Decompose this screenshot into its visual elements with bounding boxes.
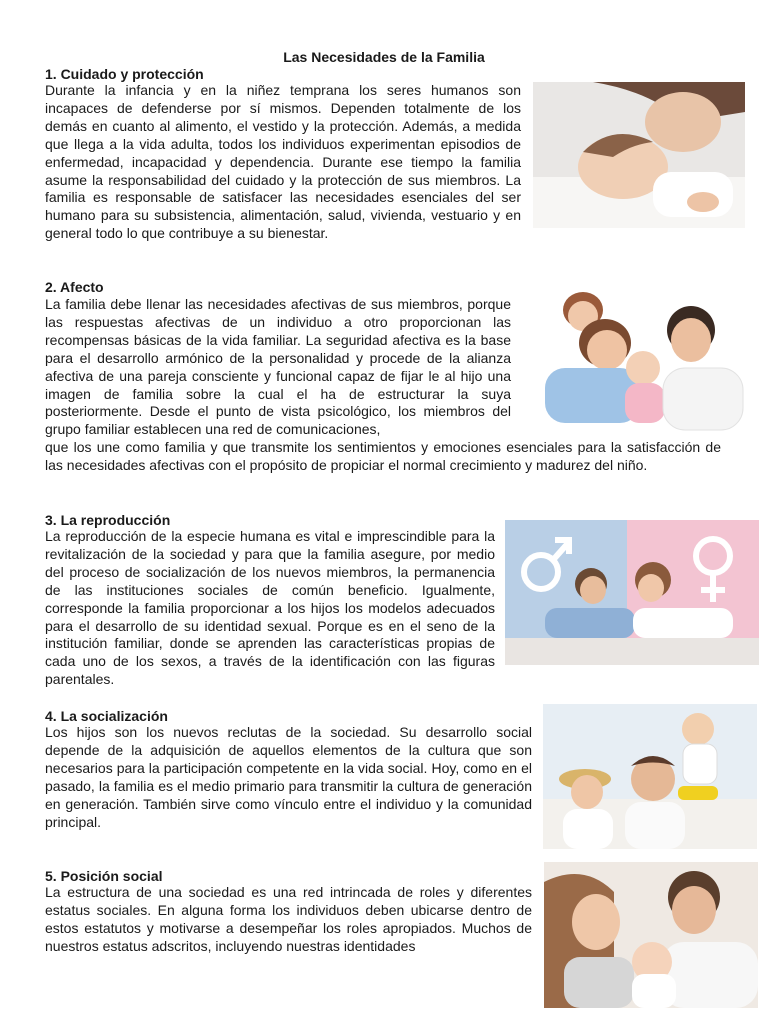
parents-holding-baby-photo: [544, 862, 758, 1008]
family-photo: [525, 288, 747, 435]
section-body-cuidado: Durante la infancia y en la niñez temprana los seres humanos son incapaces de defenderse por sí mismos. Dependen totalmente de los demás en cuanto al alimento, el vestido y la protección. Además, a medida que llega a la vida adulta, todos los individuos experimentan episodios de enfermedad, incapacidad y dependencia. Durante ese tiempo la familia asume la responsabilidad del cuidado y la protección de sus miembros. La familia es responsable de satisfacer las necesidades esenciales del ser humano para su subsistencia, alimentación, salud, vivienda, vestuario y en general todo lo que contribuye a su bienestar.: [45, 82, 521, 242]
document-title: Las Necesidades de la Familia: [283, 49, 485, 65]
gender-symbols-photo: [505, 520, 759, 665]
father-lifting-child-photo: [543, 704, 757, 849]
section-body-socializacion: Los hijos son los nuevos reclutas de la sociedad. Su desarrollo social depende de la adquisición de aquellos elementos de la cultura que son necesarios para la participación competente en la vida social. Hoy, como en el pasado, la familia es el medio primario para transmitir la cultura de generación en generación. También sirve como vínculo entre el individuo y la comunidad principal.: [45, 724, 532, 830]
male-female-symbols-couple-photo: [505, 520, 759, 665]
mother-baby-photo: [533, 82, 745, 228]
section-heading-reproduccion: 3. La reproducción: [45, 512, 171, 528]
section-heading-posicion-social: 5. Posición social: [45, 868, 163, 884]
section-heading-afecto: 2. Afecto: [45, 279, 104, 295]
section-heading-cuidado: 1. Cuidado y protección: [45, 66, 204, 82]
parents-baby-photo: [544, 862, 758, 1008]
section-body-reproduccion: La reproducción de la especie humana es vital e imprescindible para la revitalización de la sociedad y para que la familia asegure, por medio del proceso de socialización de los nuevos miembros, la permanencia de las instituciones sociales de común beneficio. Igualmente, corresponde la familia proporcionar a los hijos los modelos adecuados para el desarrollo de su identidad sexual. Porque es en el seno de la institución familiar, donde se aprenden las características propias de cada uno de los sexos, a través de la identificación con las figuras parentales.: [45, 528, 495, 688]
mother-kissing-sleeping-baby-photo: [533, 82, 745, 228]
family-with-two-children-photo: [525, 288, 747, 435]
section-body-posicion-social: La estructura de una sociedad es una red intrincada de roles y diferentes estatus sociales. En alguna forma los individuos deben ubicarse dentro de estos estatutos y motivarse a desempeñar los roles apropiados. Muchos de nuestros estatus adscritos, incluyendo nuestras identidades: [45, 884, 532, 954]
section-body-afecto: La familia debe llenar las necesidades afectivas de sus miembros, porque las respuestas afectivas de un individuo a otro proporcionan las recompensas básicas de la vida familiar. La seguridad afectiva es la base para el desarrollo armónico de la personalidad y procede de la alianza afectiva de una pareja consciente y funcional capaz de fijar le al hijo una imagen de familia sobre la cual el ha de estructurar la suya posteriormente. Desde el punto de vista psicológico, los miembros del grupo familiar establecen una red de comunicaciones,: [45, 296, 511, 438]
section-body-afecto-continued: que los une como familia y que transmite los sentimientos y emociones esenciales para la satisfacción de las necesidades afectivas con el propósito de propiciar el normal crecimiento y madurez del niño.: [45, 439, 721, 473]
father-child-photo: [543, 704, 757, 849]
section-heading-socializacion: 4. La socialización: [45, 708, 168, 724]
